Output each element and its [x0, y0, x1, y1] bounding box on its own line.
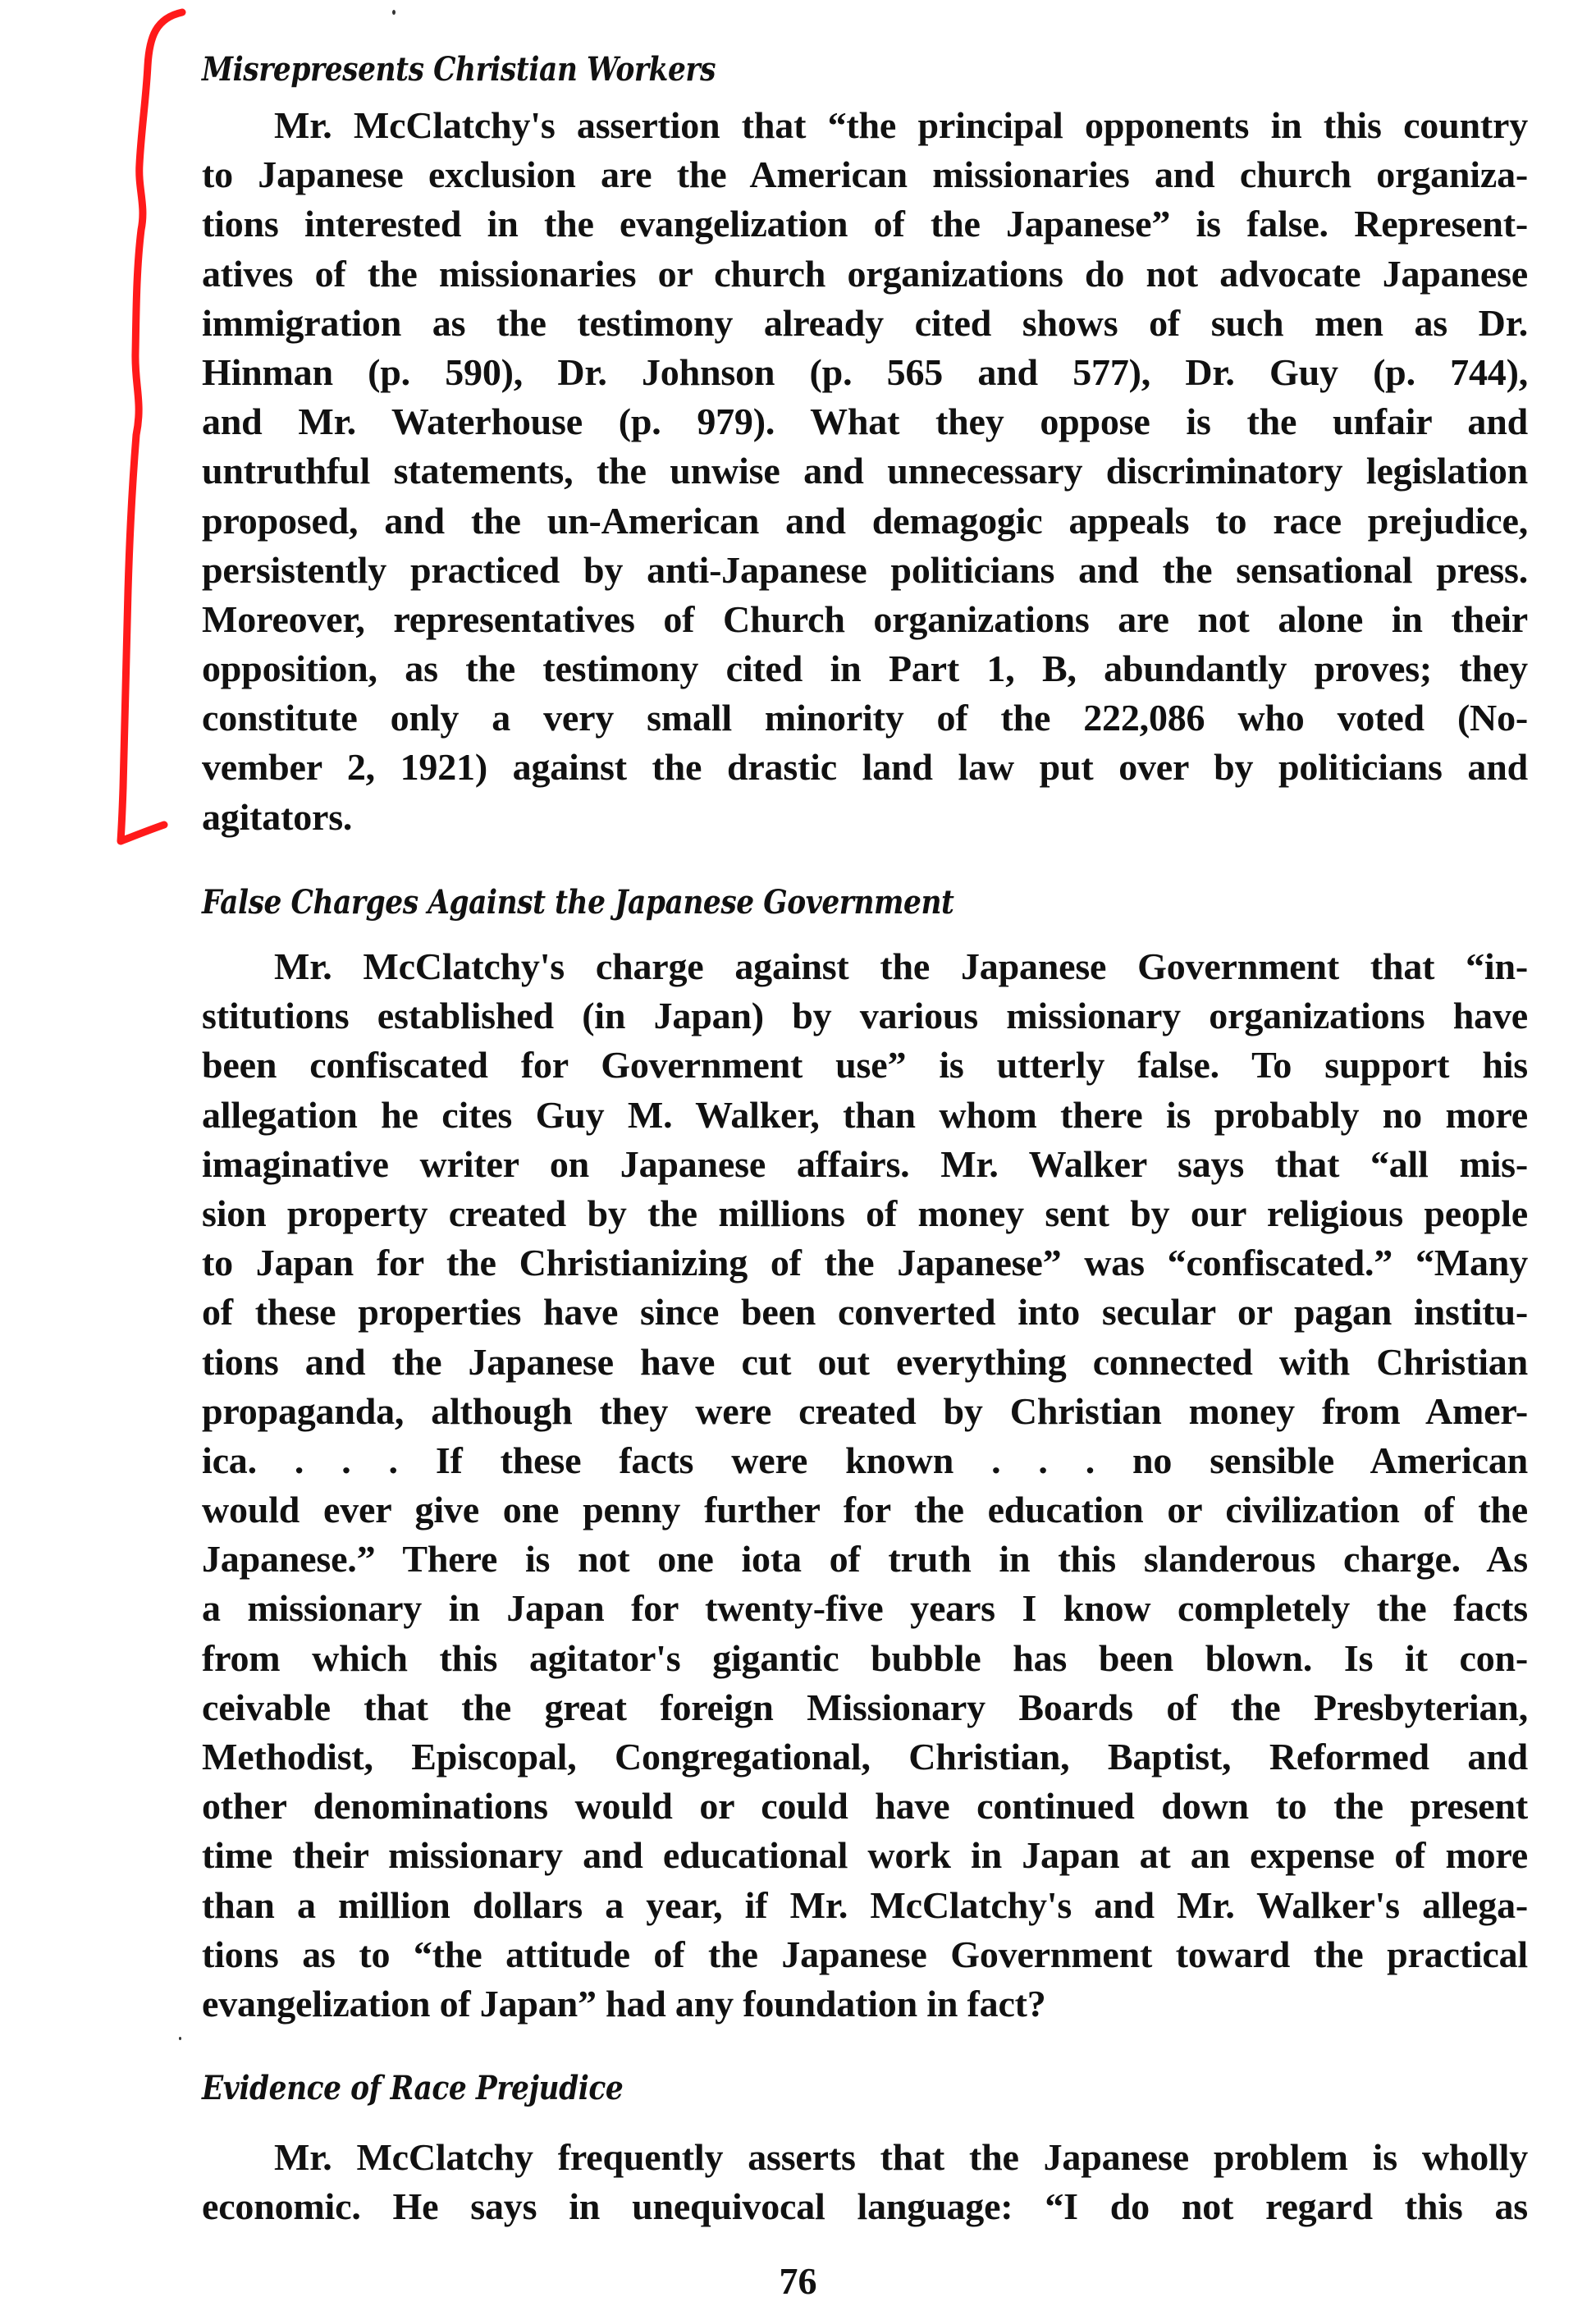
speck-mark — [179, 2037, 181, 2040]
speck-mark — [392, 10, 396, 15]
text-line: vember 2, 1921) against the drastic land law put over by politicians and — [202, 746, 1528, 789]
red-margin-bracket-annotation — [98, 0, 197, 862]
text-line: immigration as the testimony already cited shows of such men as Dr. — [202, 301, 1528, 344]
text-line: tions as to “the attitude of the Japanese Government toward the practical — [202, 1933, 1528, 1975]
page-number: 76 — [779, 2260, 817, 2302]
text-line: would ever give one penny further for the education or civilization of the — [202, 1489, 1528, 1531]
text-line: Hinman (p. 590), Dr. Johnson (p. 565 and 577), Dr. Guy (p. 744), — [202, 350, 1528, 393]
paragraph — [202, 942, 1528, 2029]
text-line: Japanese.” There is not one iota of truth in this slanderous charge. As — [202, 1538, 1528, 1581]
text-line: opposition, as the testimony cited in Part 1, B, abundantly proves; they — [202, 647, 1528, 690]
section-heading: False Charges Against the Japanese Government — [202, 883, 954, 922]
text-line: Methodist, Episcopal, Congregational, Christian, Baptist, Reformed and — [202, 1736, 1528, 1778]
text-line: to Japanese exclusion are the American missionaries and church organiza- — [202, 153, 1528, 196]
section-misrepresents-christian-workers — [202, 45, 1528, 842]
text-line: a missionary in Japan for twenty-five years I know completely the facts — [202, 1587, 1528, 1630]
text-line: Mr. McClatchy frequently asserts that the Japanese problem is wholly — [274, 2136, 1528, 2178]
text-line: other denominations would or could have continued down to the present — [202, 1785, 1528, 1828]
text-line: allegation he cites Guy M. Walker, than whom there is probably no more — [202, 1093, 1528, 1136]
text-line: of these properties have since been converted into secular or pagan institu- — [202, 1291, 1528, 1334]
text-line: Mr. McClatchy's charge against the Japanese Government that “in- — [274, 945, 1528, 987]
paragraph — [202, 2133, 1528, 2231]
section-heading: Evidence of Race Prejudice — [202, 2069, 624, 2107]
text-line: ica. . . . If these facts were known . . . no sensible American — [202, 1439, 1528, 1481]
text-line: evangelization of Japan” had any foundation in fact? — [202, 1982, 1046, 2025]
text-line: and Mr. Waterhouse (p. 979). What they oppose is the unfair and — [202, 400, 1528, 443]
text-line: propaganda, although they were created by Christian money from Amer- — [202, 1389, 1528, 1432]
section-false-charges — [202, 878, 1528, 2029]
text-line: tions and the Japanese have cut out everything connected with Christian — [202, 1340, 1528, 1383]
paragraph — [202, 101, 1528, 842]
text-line: Moreover, representatives of Church organizations are not alone in their — [202, 597, 1528, 640]
text-line: agitators. — [202, 795, 353, 838]
text-line: economic. He says in unequivocal language: “I do not regard this as — [202, 2185, 1528, 2228]
section-heading: Misrepresents Christian Workers — [202, 50, 716, 89]
text-line: imaginative writer on Japanese affairs. Mr. Walker says that “all mis- — [202, 1142, 1528, 1185]
text-line: to Japan for the Christianizing of the Japanese” was “confiscated.” “Many — [202, 1242, 1528, 1284]
text-line: sion property created by the millions of money sent by our religious people — [202, 1192, 1528, 1234]
text-line: untruthful statements, the unwise and unnecessary discriminatory legislation — [202, 450, 1528, 492]
text-line: constitute only a very small minority of the 222,086 who voted (No- — [202, 697, 1528, 739]
text-line: been confiscated for Government use” is utterly false. To support his — [202, 1044, 1528, 1087]
bracket-stroke — [121, 12, 182, 841]
text-line: proposed, and the un-American and demagogic appeals to race prejudice, — [202, 499, 1528, 542]
text-line: ceivable that the great foreign Missionary Boards of the Presbyterian, — [202, 1686, 1528, 1728]
text-line: than a million dollars a year, if Mr. McClatchy's and Mr. Walker's allega- — [202, 1883, 1528, 1926]
section-evidence-of-race-prejudice — [202, 2064, 1528, 2231]
text-line: stitutions established (in Japan) by various missionary organizations have — [202, 995, 1528, 1037]
text-line: persistently practiced by anti-Japanese politicians and the sensational press. — [202, 548, 1528, 591]
text-line: from which this agitator's gigantic bubble has been blown. Is it con- — [202, 1636, 1528, 1679]
text-line: atives of the missionaries or church organizations do not advocate Japanese — [202, 252, 1528, 295]
text-line: Mr. McClatchy's assertion that “the principal opponents in this country — [274, 104, 1528, 146]
text-line: time their missionary and educational work in Japan at an expense of more — [202, 1834, 1528, 1877]
text-line: tions interested in the evangelization of the Japanese” is false. Represent- — [202, 203, 1528, 245]
